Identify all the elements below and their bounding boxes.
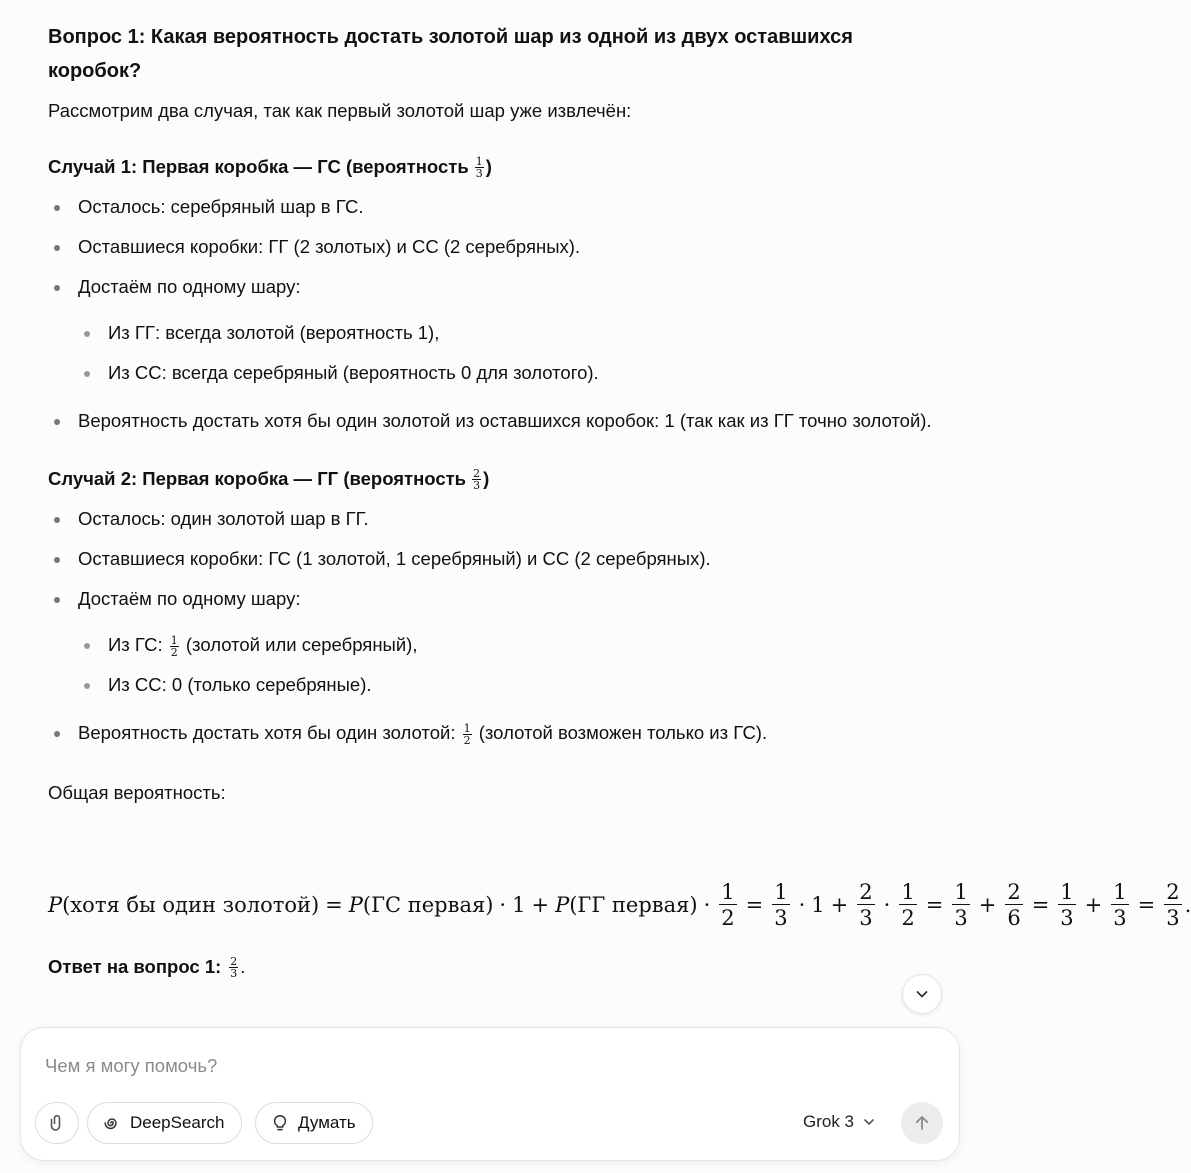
case1-conclusion-list — [48, 404, 948, 438]
case2-conclusion-list — [48, 716, 948, 750]
formula-eq: = — [1031, 893, 1050, 917]
fraction-denominator: 3 — [473, 478, 481, 492]
prompt-input[interactable] — [43, 1050, 927, 1082]
case1-list — [48, 190, 948, 304]
list-item: Достаём по одному шару: — [48, 582, 948, 616]
fraction-numerator: 1 — [1113, 880, 1127, 904]
think-label: Думать — [298, 1113, 356, 1132]
case1-title-suffix: ) — [485, 156, 492, 177]
formula-fraction — [1164, 881, 1181, 929]
case1-heading — [48, 150, 948, 184]
case2-title: Случай 2: Первая коробка — ГГ (вероятность — [48, 468, 467, 489]
spiral-icon — [102, 1113, 122, 1133]
formula-plus: + — [978, 893, 997, 917]
formula-one: 1 — [512, 893, 526, 917]
formula-fraction — [952, 881, 969, 929]
fraction-numerator: 1 — [475, 154, 483, 168]
answer-line — [48, 948, 245, 986]
formula-period: . — [1184, 893, 1191, 917]
fraction-denominator: 2 — [721, 906, 735, 930]
case1-title: Случай 1: Первая коробка — ГС (вероятность — [48, 156, 469, 177]
fraction-denominator: 3 — [475, 166, 483, 180]
formula-fraction — [1058, 881, 1075, 929]
fraction-denominator: 3 — [230, 966, 238, 980]
message-composer — [20, 1027, 960, 1161]
fraction-numerator: 2 — [1166, 880, 1180, 904]
case2-list — [48, 502, 948, 616]
model-selector[interactable] — [803, 1112, 876, 1132]
fraction-denominator: 2 — [170, 645, 178, 659]
formula-eq: = — [745, 893, 764, 917]
case1-probability-fraction — [475, 156, 484, 179]
nested-list-item: Из СС: всегда серебряный (вероятность 0 для золотого). — [48, 356, 948, 390]
nested-list-item: Из СС: 0 (только серебряные). — [48, 668, 948, 702]
formula-plus: + — [531, 893, 550, 917]
conclusion-prefix: Вероятность достать хотя бы один золотой: — [78, 722, 456, 743]
answer-suffix: . — [240, 956, 246, 977]
nested-item-prefix: Из ГС: — [108, 634, 163, 655]
message-content — [48, 20, 948, 806]
deepsearch-button[interactable] — [87, 1102, 242, 1144]
formula-dot: · — [883, 893, 891, 917]
formula-fraction — [1005, 881, 1022, 929]
fraction-numerator: 1 — [721, 880, 735, 904]
answer-fraction — [229, 956, 238, 979]
fraction-denominator: 3 — [859, 906, 873, 930]
fraction-denominator: 2 — [463, 733, 471, 747]
paperclip-icon — [47, 1113, 67, 1133]
fraction-numerator: 2 — [230, 954, 238, 968]
fraction-denominator: 3 — [1060, 906, 1074, 930]
case2-heading — [48, 462, 948, 496]
fraction-numerator: 2 — [859, 880, 873, 904]
formula-dot: · — [703, 893, 711, 917]
formula-arg: (ГГ первая) — [569, 893, 698, 917]
conclusion-fraction — [463, 723, 472, 746]
nested-list-item — [48, 628, 948, 662]
list-item — [48, 716, 948, 750]
fraction-denominator: 3 — [1166, 906, 1180, 930]
answer-label: Ответ на вопрос 1: — [48, 956, 222, 977]
formula-one: 1 — [811, 893, 825, 917]
formula-eq: = — [925, 893, 944, 917]
nested-list-item: Из ГГ: всегда золотой (вероятность 1), — [48, 316, 948, 350]
chevron-down-icon — [914, 986, 930, 1002]
formula-P: P — [48, 893, 63, 917]
fraction-denominator: 3 — [1113, 906, 1127, 930]
formula-P: P — [555, 893, 570, 917]
formula-dot: · — [798, 893, 806, 917]
case1-nested-list — [48, 316, 948, 390]
formula-dot: · — [499, 893, 507, 917]
formula-arg: (ГС первая) — [362, 893, 494, 917]
conclusion-suffix: (золотой возможен только из ГС). — [478, 722, 768, 743]
formula-eq: = — [325, 893, 343, 917]
probability-formula — [48, 870, 1191, 940]
list-item: Осталось: серебряный шар в ГС. — [48, 190, 948, 224]
formula-arg: (хотя бы один золотой) — [62, 893, 320, 917]
formula-fraction — [899, 881, 916, 929]
list-item: Оставшиеся коробки: ГС (1 золотой, 1 серебряный) и СС (2 серебряных). — [48, 542, 948, 576]
chevron-down-icon — [862, 1115, 876, 1129]
fraction-numerator: 1 — [1060, 880, 1074, 904]
case2-probability-fraction — [472, 468, 481, 491]
lightbulb-icon — [270, 1113, 290, 1133]
formula-eq: = — [1137, 893, 1156, 917]
arrow-up-icon — [912, 1113, 932, 1133]
intro-text: Рассмотрим два случая, так как первый золотой шар уже извлечён: — [48, 100, 632, 121]
fraction-numerator: 1 — [170, 633, 178, 647]
fraction-numerator: 2 — [1007, 880, 1021, 904]
fraction-denominator: 2 — [901, 906, 915, 930]
case2-title-suffix: ) — [483, 468, 490, 489]
case2-nested-list — [48, 628, 948, 702]
question-heading: Вопрос 1: Какая вероятность достать золотой шар из одной из двух оставшихся коробок? — [48, 26, 853, 82]
fraction-numerator: 1 — [954, 880, 968, 904]
total-label: Общая вероятность: — [48, 782, 226, 803]
list-item: Оставшиеся коробки: ГГ (2 золотых) и СС (2 серебряных). — [48, 230, 948, 264]
scroll-down-button[interactable] — [902, 974, 942, 1014]
nested-item-suffix: (золотой или серебряный), — [185, 634, 418, 655]
formula-plus: + — [1084, 893, 1103, 917]
attach-button[interactable] — [35, 1102, 79, 1144]
nested-item-fraction — [170, 635, 179, 658]
fraction-denominator: 3 — [774, 906, 788, 930]
send-button[interactable] — [901, 1102, 943, 1144]
list-item: Вероятность достать хотя бы один золотой из оставшихся коробок: 1 (так как из ГГ точно золотой). — [48, 404, 948, 438]
fraction-numerator: 1 — [774, 880, 788, 904]
formula-fraction — [772, 881, 789, 929]
model-label: Grok 3 — [803, 1112, 855, 1131]
list-item: Осталось: один золотой шар в ГГ. — [48, 502, 948, 536]
formula-plus: + — [830, 893, 849, 917]
think-button[interactable] — [255, 1102, 373, 1144]
fraction-denominator: 6 — [1007, 906, 1021, 930]
fraction-numerator: 2 — [473, 466, 481, 480]
formula-fraction — [1111, 881, 1128, 929]
formula-fraction — [857, 881, 874, 929]
deepsearch-label: DeepSearch — [130, 1113, 225, 1132]
fraction-numerator: 1 — [463, 721, 471, 735]
list-item: Достаём по одному шару: — [48, 270, 948, 304]
fraction-denominator: 3 — [954, 906, 968, 930]
fraction-numerator: 1 — [901, 880, 915, 904]
formula-P: P — [348, 893, 363, 917]
formula-fraction — [719, 881, 736, 929]
